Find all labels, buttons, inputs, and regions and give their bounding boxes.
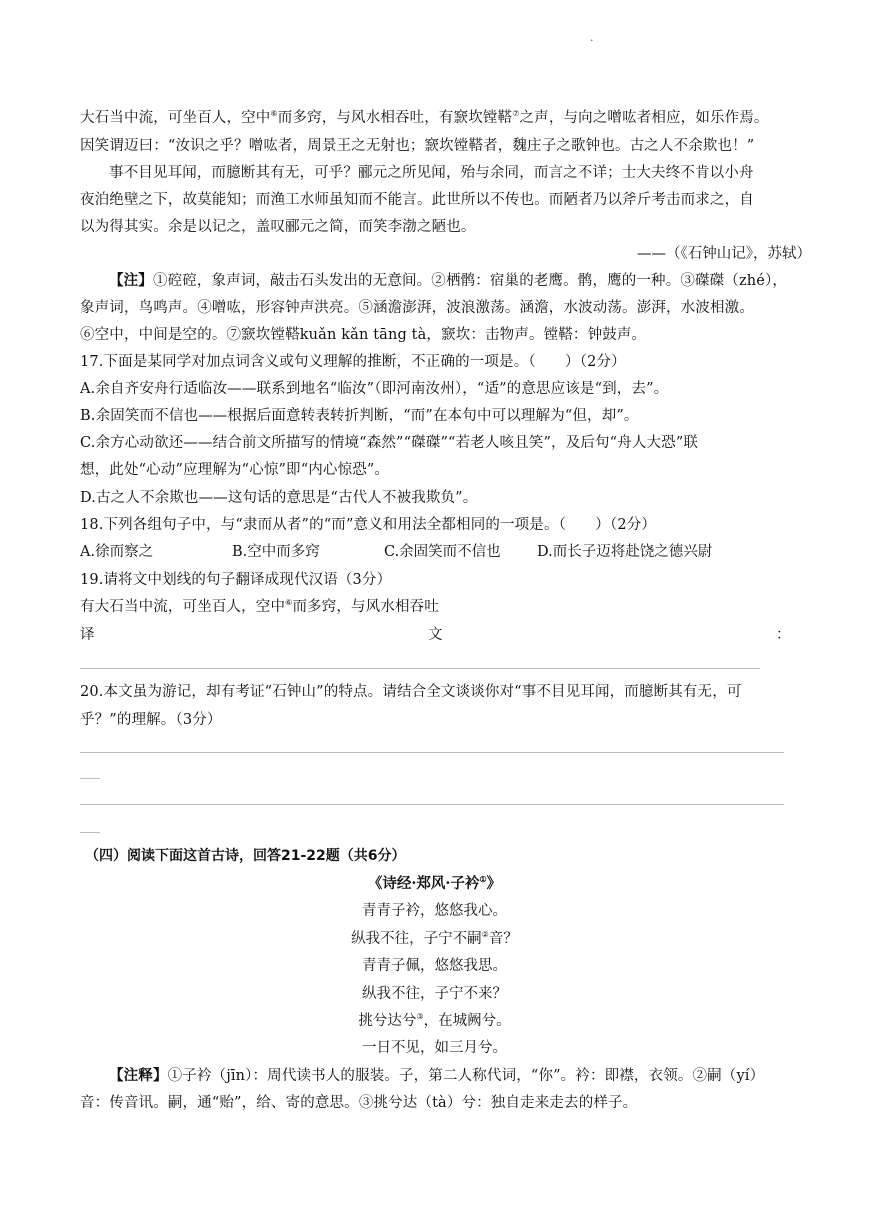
passage-line-1 xyxy=(80,108,790,128)
passage-line-5: 以为得其实。余是以记之，盖叹郦元之简，而笑李渤之陋也。 xyxy=(80,219,476,235)
poem-notes-line-2: 音：传音讯。嗣，通“贻”，给、寄的意思。③挑兮达（tà）兮：独自走来走去的样子。 xyxy=(80,1095,638,1111)
poem-line xyxy=(0,956,869,976)
passage-line-2: 因笑谓迈曰：“汝识之乎？噌吰者，周景王之无射也；窾坎镗鞳者，魏庄子之歌钟也。古之人不余欺也！” xyxy=(80,138,755,154)
poem-text: 纵我不往，子宁不来？ xyxy=(362,986,507,1002)
poem-line xyxy=(0,1011,869,1031)
q18-stem: 18.下列各组句子中，与“隶而从者”的“而”意义和用法全都相同的一项是。（ ）（2分） xyxy=(80,517,657,533)
q19-label-colon: ： xyxy=(776,627,791,643)
q17-option-d: D.古之人不余欺也——这句话的意思是“古代人不被我欺负”。 xyxy=(80,490,478,506)
q20-answer-line-2-tail xyxy=(80,832,100,833)
q19-sentence xyxy=(80,597,790,617)
poem-notes-label: 【注释】 xyxy=(109,1067,168,1084)
q17-option-c-cont: 想，此处“心动”应理解为“心惊”即“内心惊恐”。 xyxy=(80,462,390,478)
footnote-mark: ⑥ xyxy=(270,109,278,119)
q19-answer-line[interactable] xyxy=(80,668,760,669)
poem-text: 纵我不往，子宁不嗣 xyxy=(351,931,482,947)
footnote-mark: ⑦ xyxy=(512,109,520,119)
q17-stem: 17.下面是某同学对加点词含义或句义理解的推断，不正确的一项是。（ ）（2分） xyxy=(80,354,626,370)
poem-notes-text: ①子衿（jīn）：周代读书人的服装。子，第二人称代词，“你”。衿：即襟，衣领。②嗣（yí） xyxy=(167,1068,765,1084)
notes-label: 【注】 xyxy=(109,272,153,289)
notes-text: ①硿硿，象声词，敲击石头发出的无意间。②栖鹘：宿巢的老鹰。鹘，鹰的一种。③磔磔（zhé）， xyxy=(152,273,788,289)
poem-line xyxy=(0,929,869,949)
poem-text: 挑兮达兮 xyxy=(358,1013,417,1029)
q17-option-b: B.余固笑而不信也——根据后面意转表转折判断，“而”在本句中可以理解为“但，却”。 xyxy=(80,408,639,424)
q19-stem: 19.请将文中划线的句子翻译成现代汉语（3分） xyxy=(80,572,392,588)
q20-answer-line-1-tail xyxy=(80,778,100,779)
poem-notes-line-1 xyxy=(109,1066,790,1086)
section-4-heading: （四）阅读下面这首古诗，回答21-22题（共6分） xyxy=(85,848,406,864)
passage-text: 大石当中流，可坐百人，空中 xyxy=(80,110,271,126)
q17-option-a: A.余自齐安舟行适临汝——联系到地名“临汝”（即河南汝州），“适”的意思应该是“到，去”。 xyxy=(80,381,669,397)
q19-label-yi: 译 xyxy=(80,627,95,643)
poem-title-text: 《诗经·郑风·子衿 xyxy=(367,875,480,892)
passage-line-3: 事不目见耳闻，而臆断其有无，可乎？郦元之所见闻，殆与余同，而言之不详；士大夫终不肯以小舟 xyxy=(109,165,754,181)
q19-label-wen: 文 xyxy=(428,627,443,643)
poem-title-text: 》 xyxy=(486,875,502,892)
q20-answer-line-2[interactable] xyxy=(80,804,784,805)
q20-answer-line-1[interactable] xyxy=(80,752,784,753)
q19-sentence-text: 而多窍，与风水相吞吐 xyxy=(292,599,439,615)
footnote-mark: ⑥ xyxy=(285,598,293,608)
poem-line xyxy=(0,984,869,1004)
passage-text: 而多窍，与风水相吞吐，有窾坎镗鞳 xyxy=(277,110,513,126)
footnote-mark: ② xyxy=(481,930,489,940)
notes-line-1 xyxy=(109,271,790,291)
q20-stem-line-1: 20.本文虽为游记，却有考证“石钟山”的特点。请结合全文谈谈你对“事不目见耳闻，而臆断其有无，可 xyxy=(80,684,742,700)
poem-line xyxy=(0,901,869,921)
notes-line-3: ⑥空中，中间是空的。⑦窾坎镗鞳kuǎn kǎn tāng tà，窾坎：击物声。镗鞳：钟鼓声。 xyxy=(80,327,647,343)
q20-stem-line-2: 乎？”的理解。（3分） xyxy=(80,712,222,728)
passage-source: ——（《石钟山记》，苏轼） xyxy=(637,246,811,262)
passage-text: 之声，与向之噌吰者相应，如乐作焉。 xyxy=(519,110,769,126)
passage-line-4: 夜泊绝壁之下，故莫能知；而渔工水师虽知而不能言。此世所以不传也。而陋者乃以斧斤考击而求之，自 xyxy=(80,192,754,208)
q18-option-c: C.余固笑而不信也 xyxy=(384,544,501,560)
footnote-mark: ③ xyxy=(416,1012,424,1022)
footnote-mark: ① xyxy=(479,874,487,885)
q18-option-a: A.徐而察之 xyxy=(80,544,154,560)
poem-text: 一日不见，如三月兮。 xyxy=(362,1040,507,1056)
notes-line-2: 象声词，鸟鸣声。④噌吰，形容钟声洪亮。⑤涵澹澎湃，波浪激荡。涵澹，水波动荡。澎湃，水波相激。 xyxy=(80,300,754,316)
q18-option-d: D.而长子迈将赴饶之德兴尉 xyxy=(537,544,713,560)
q17-option-c: C.余方心动欲还——结合前文所描写的情境“森然”“磔磔”“若老人咳且笑”，及后句“舟人大恐”联 xyxy=(80,435,699,451)
poem-text: 青青子衿，悠悠我心。 xyxy=(362,903,507,919)
q19-sentence-text: 有大石当中流，可坐百人，空中 xyxy=(80,599,286,615)
top-mark: · xyxy=(590,34,594,47)
q18-option-b: B.空中而多窍 xyxy=(232,544,320,560)
poem-line xyxy=(0,1038,869,1058)
poem-title xyxy=(0,874,869,894)
poem-text: ，在城阙兮。 xyxy=(423,1013,511,1029)
poem-text: 音？ xyxy=(488,931,518,947)
poem-text: 青青子佩，悠悠我思。 xyxy=(362,958,507,974)
